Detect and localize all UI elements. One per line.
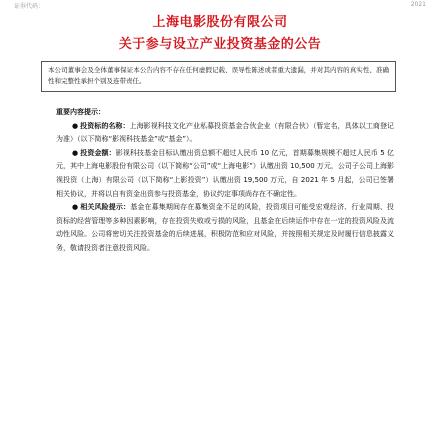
paragraph-risk-notice (56, 201, 394, 255)
stock-code: 证券代码： (14, 3, 45, 10)
paragraph-lead: 投资标的名称： (80, 121, 130, 130)
paragraph-text: 影视科技基金目标认缴出资总额不超过人民币 10 亿元，首期募集规模不超过人民币 5 亿元，其中上海电影股份有限公司（以下简称“公司”或“上海电影”）认缴出资 10,500 万元，公司子公司上海影视投资（上海）有限公司（以下简称“上影投资”）认缴出资 19,500 万元，自 2021 年 5 月起，公司已签署相关协议，并将以自有资金出资参与投资基金，协议约定事项尚存在不确定性。 (56, 148, 394, 198)
paragraph-text: 基金在募集期间存在募集资金不足的风险，投资项目可能受宏观经济、行业周期、投资标的经营管理等多种因素影响，存在投资失败或亏损的风险，且基金在后续运作中存在一定的投资风险及流动性风险。公司将密切关注投资基金的后续进展，积极防范和应对风险，并按照相关规定及时履行信息披露义务，敬请投资者注意投资风险。 (56, 203, 394, 252)
paragraph-lead: 投资金额： (80, 148, 116, 157)
bullet-icon: ● (72, 121, 79, 130)
disclaimer-box (41, 61, 396, 92)
announcement-title: 关于参与设立产业投资基金的公告 (118, 37, 322, 52)
title-block (0, 12, 440, 56)
paragraph-investment-amount (56, 147, 394, 201)
paragraph-text: 上海影视科技文化产业私募投资基金合伙企业（有限合伙）（暂定名，具体以工商登记为准）（以下简称“影视科技基金”或“基金”）。 (56, 121, 394, 144)
paragraph-investment-target (56, 120, 394, 147)
paragraph-lead: 相关风险提示： (80, 203, 131, 212)
body-text (56, 106, 394, 256)
header-date: 2021 (410, 1, 426, 8)
bullet-icon: ● (72, 148, 79, 157)
disclaimer-text: 本公司董事会及全体董事保证本公告内容不存在任何虚假记载、误导性陈述或者重大遗漏，并对其内容的真实性、准确性和完整性承担个别及连带责任。 (48, 66, 389, 85)
bullet-icon: ● (72, 203, 79, 212)
header-info (14, 1, 426, 10)
section-heading: 重要内容提示： (56, 108, 105, 116)
company-name: 上海电影股份有限公司 (152, 15, 288, 30)
